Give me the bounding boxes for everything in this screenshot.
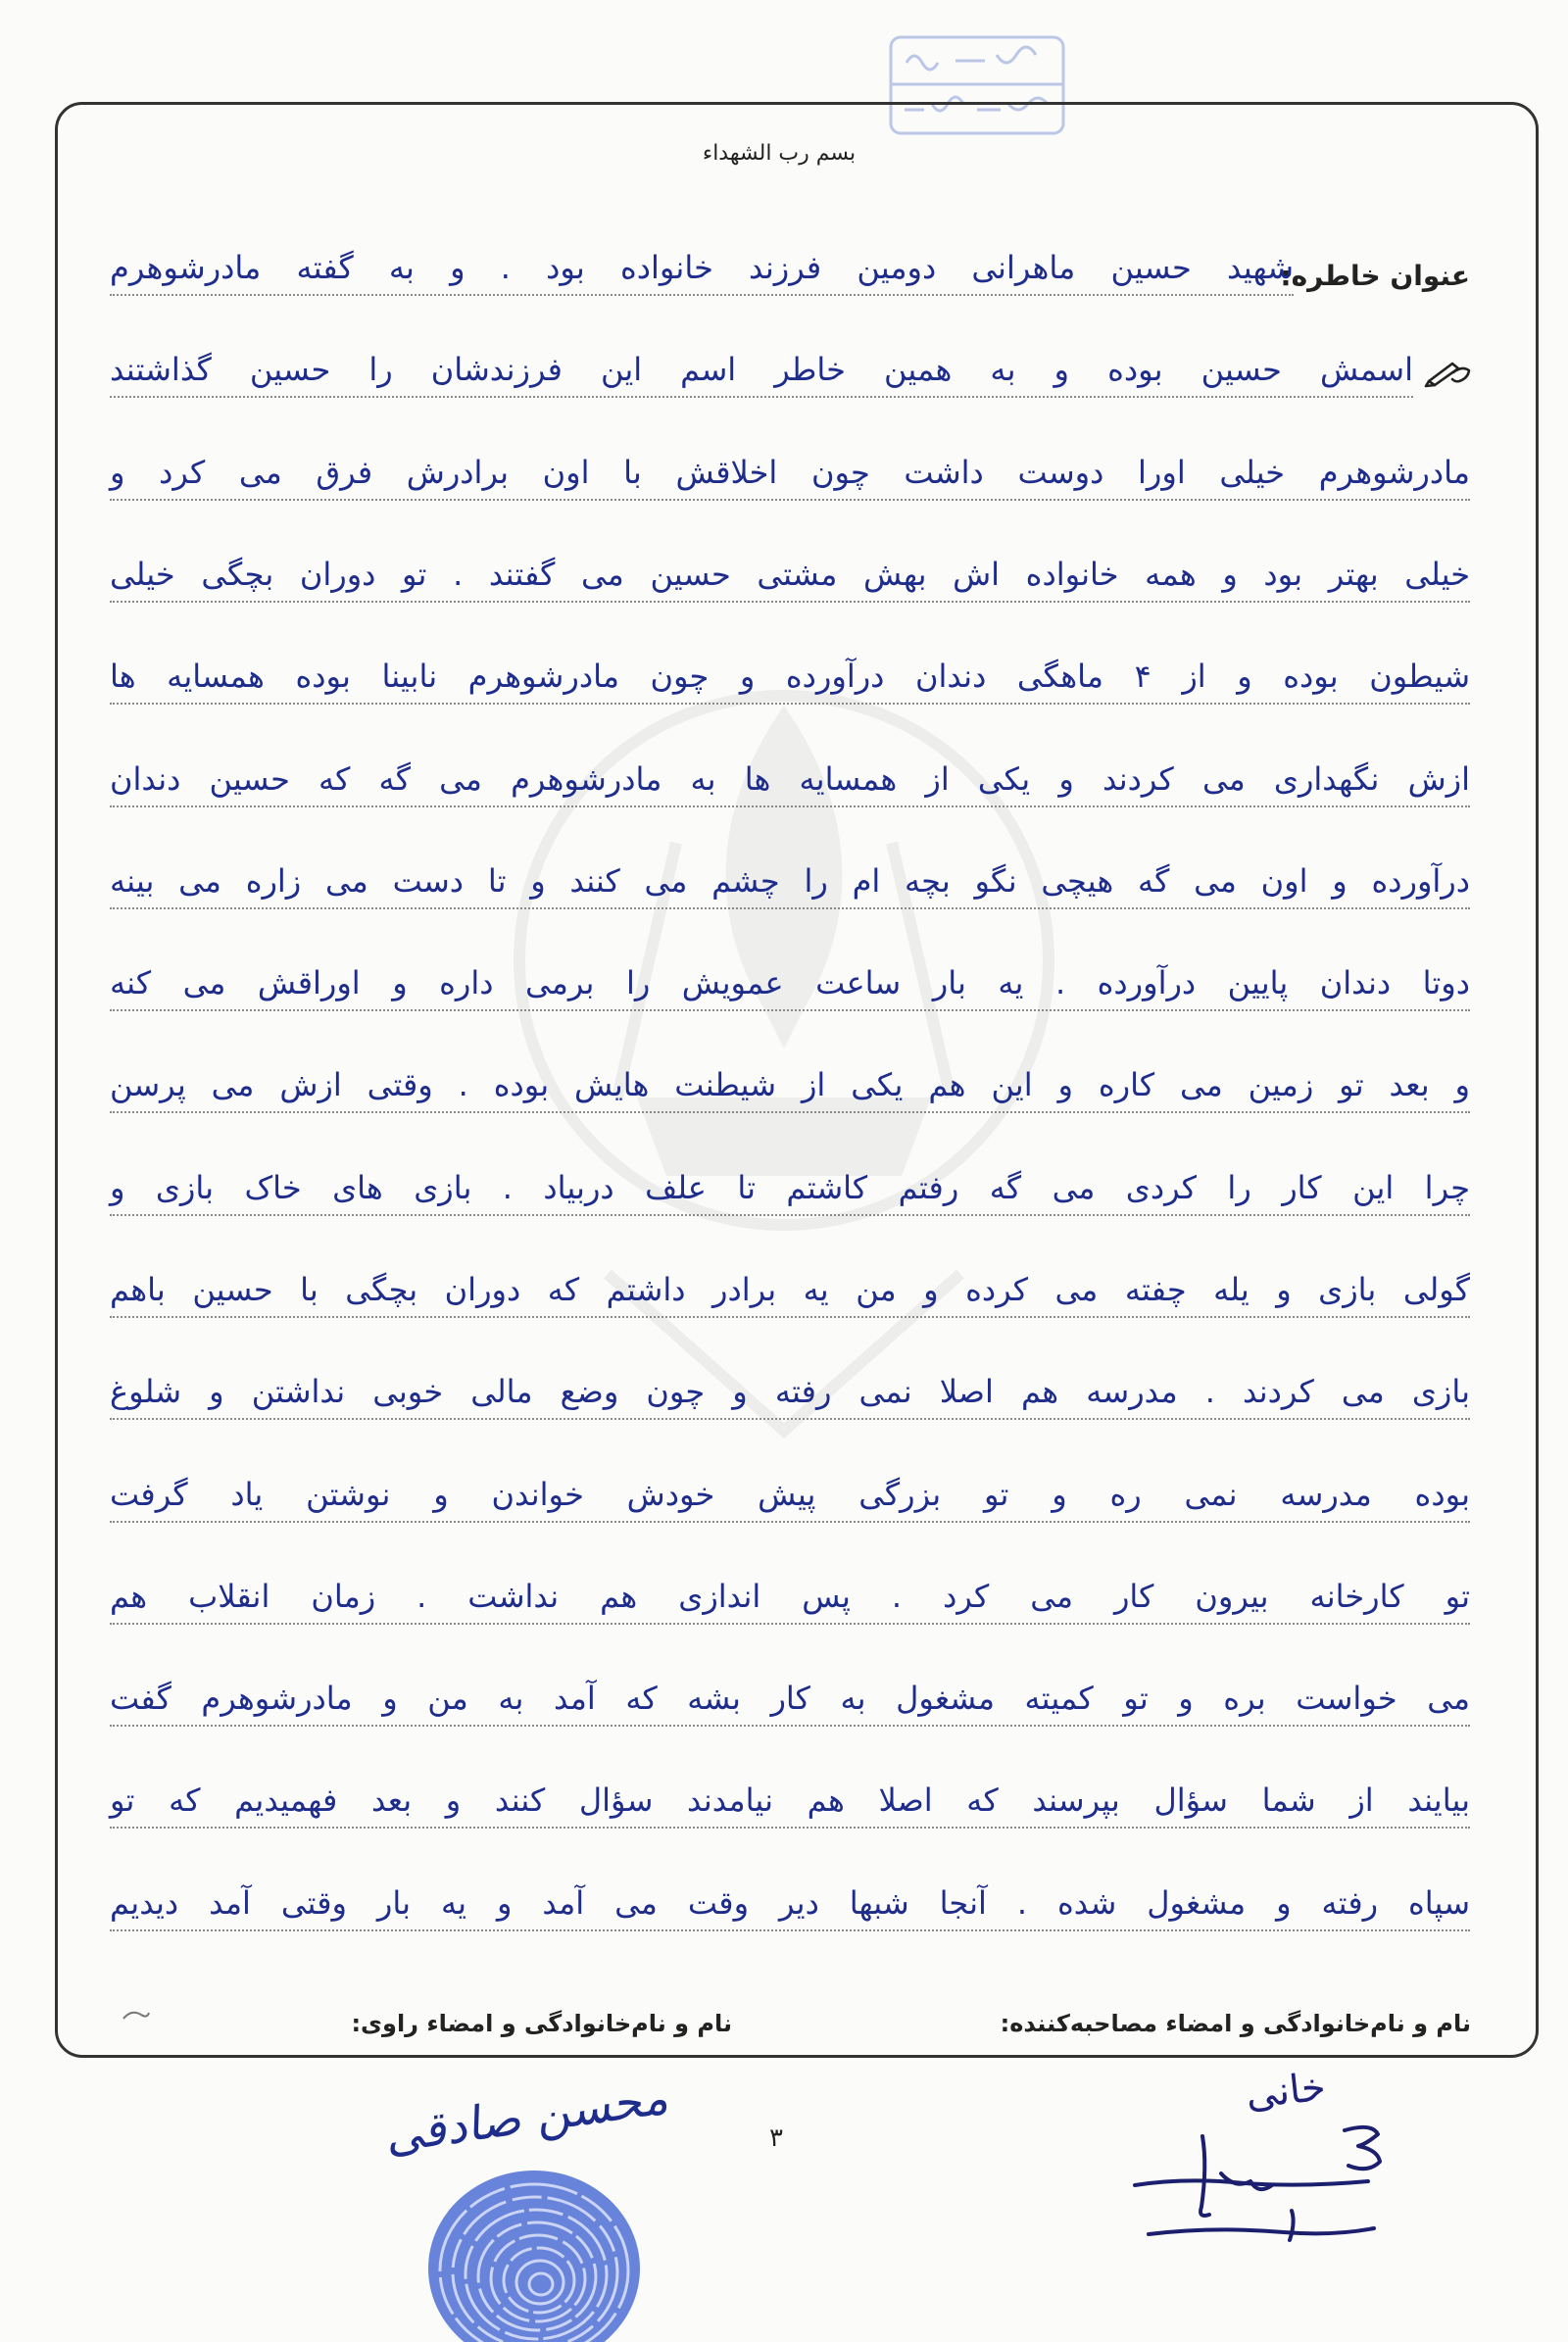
handwritten-line: بازی می کردند . مدرسه هم اصلا نمی رفته و چون وضع مالی خوبی نداشتن و شلوغ (110, 1367, 1470, 1420)
memoir-title-label: عنوان خاطره: (1280, 260, 1470, 292)
interviewer-signature: خانی (1244, 2064, 1328, 2119)
handwritten-line: اسمش حسین بوده و به همین خاطر اسم این فرزندشان را حسین گذاشتند (110, 345, 1413, 398)
basmala-heading: بسم رب الشهداء (702, 141, 857, 166)
handwritten-line: تو کارخانه بیرون کار می کرد . پس اندازی هم نداشت . زمان انقلاب هم (110, 1572, 1470, 1625)
handwritten-line: دوتا دندان پایین درآورده . یه بار ساعت عمویش را برمی داره و اوراقش می کنه (110, 958, 1470, 1011)
handwritten-line: خیلی بهتر بود و همه خانواده اش بهش مشتی حسین می گفتند . تو دوران بچگی خیلی (110, 550, 1470, 603)
pen-mark (120, 2005, 153, 2026)
handwritten-line: مادرشوهرم خیلی اورا دوست داشت چون اخلاقش با اون برادرش فرق می کرد و (110, 448, 1470, 501)
handwritten-line: و بعد تو زمین می کاره و این هم یکی از شیطنت هایش بوده . وقتی ازش می پرسن (110, 1060, 1470, 1113)
page-number: ۳ (769, 2123, 783, 2153)
interviewer-signature-scribble (1127, 2117, 1394, 2264)
handwritten-line: گولی بازی و یله چفته می کرده و من یه برادر داشتم که دوران بچگی با حسین باهم (110, 1265, 1470, 1318)
pen-icon (1423, 357, 1472, 388)
handwritten-line: چرا این کار را کردی می گه رفتم کاشتم تا علف دربیاد . بازی های خاک بازی و (110, 1163, 1470, 1216)
handwritten-line: شیطون بوده و از ۴ ماهگی دندان درآورده و چون مادرشوهرم نابینا بوده همسایه ها (110, 652, 1470, 705)
handwritten-line: سپاه رفته و مشغول شده . آنجا شبها دیر وقت می آمد و یه بار وقتی آمد دیدیم (110, 1878, 1470, 1931)
handwritten-line: شهید حسین ماهرانی دومین فرزند خانواده بود . و به گفته مادرشوهرم (110, 243, 1294, 296)
handwritten-line: بیایند از شما سؤال بپرسند که اصلا هم نیامدند سؤال کنند و بعد فهمیدیم که تو (110, 1776, 1470, 1829)
narrator-signature: محسن صادقی (386, 2069, 672, 2165)
narrator-signature-label: نام و نام‌خانوادگی و امضاء راوی: (351, 2010, 732, 2037)
handwritten-line: می خواست بره و تو کمیته مشغول به کار بشه که آمد به من و مادرشوهرم گفت (110, 1674, 1470, 1727)
interviewer-signature-label: نام و نام‌خانوادگی و امضاء مصاحبه‌کننده: (1000, 2010, 1471, 2037)
handwritten-line: ازش نگهداری می کردند و یکی از همسایه ها به مادرشوهرم می گه که حسین دندان (110, 755, 1470, 807)
handwritten-line: درآورده و اون می گه هیچی نگو بچه ام را چشم می کنند و تا دست می زاره می بینه (110, 856, 1470, 909)
handwritten-line: بوده مدرسه نمی ره و تو بزرگی پیش خودش خواندن و نوشتن یاد گرفت (110, 1470, 1470, 1523)
fingerprint (412, 2151, 657, 2342)
